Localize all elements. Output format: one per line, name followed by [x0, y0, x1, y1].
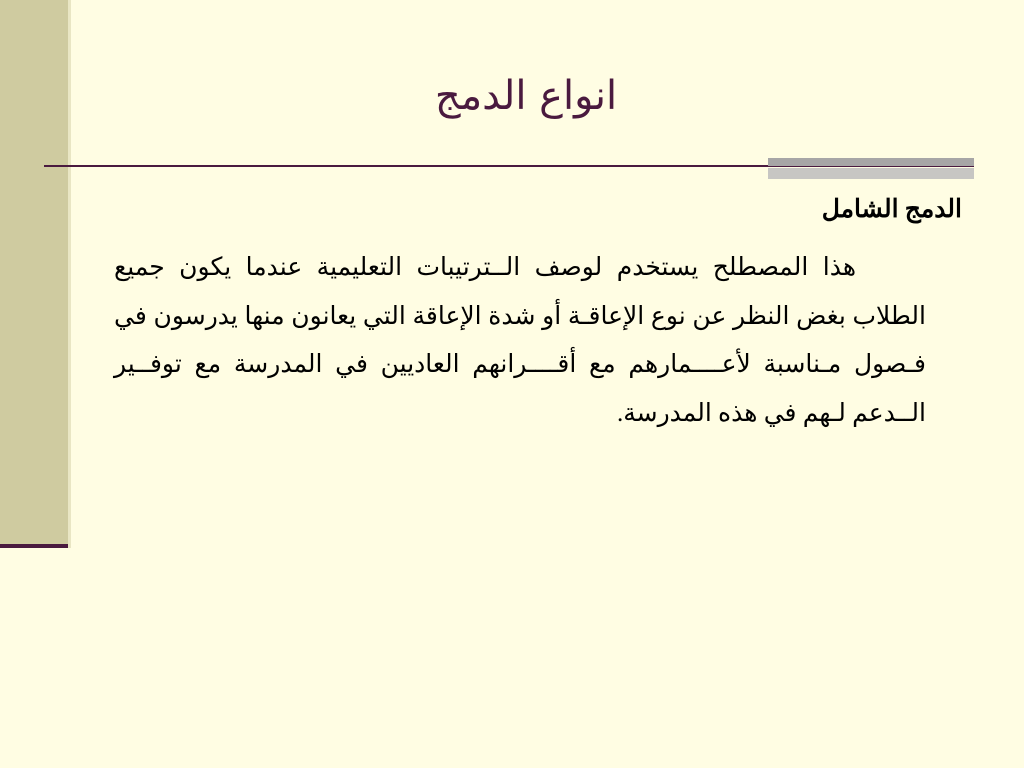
- title-divider-accent-shadow: [768, 168, 974, 179]
- title-divider-accent: [768, 158, 974, 166]
- body-paragraph: هذا المصطلح يستخدم لوصف الــترتيبات التعليمية عندما يكون جميع الطلاب بغض النظر عن نوع الإعاقـة أو شدة الإعاقة التي يعانون منها يدرسون في فـصول مـناسبة لأعــــمارهم مع أقــــرانهم العاديين في المدرسة مع توفــير الــدعم لـهم في هذه المدرسة.: [114, 254, 926, 427]
- sidebar-underline: [0, 544, 68, 548]
- sidebar-edge: [68, 0, 71, 548]
- section-heading: الدمج الشامل: [821, 196, 962, 223]
- slide-title: انواع الدمج: [434, 73, 618, 119]
- sidebar-strip: [0, 0, 68, 548]
